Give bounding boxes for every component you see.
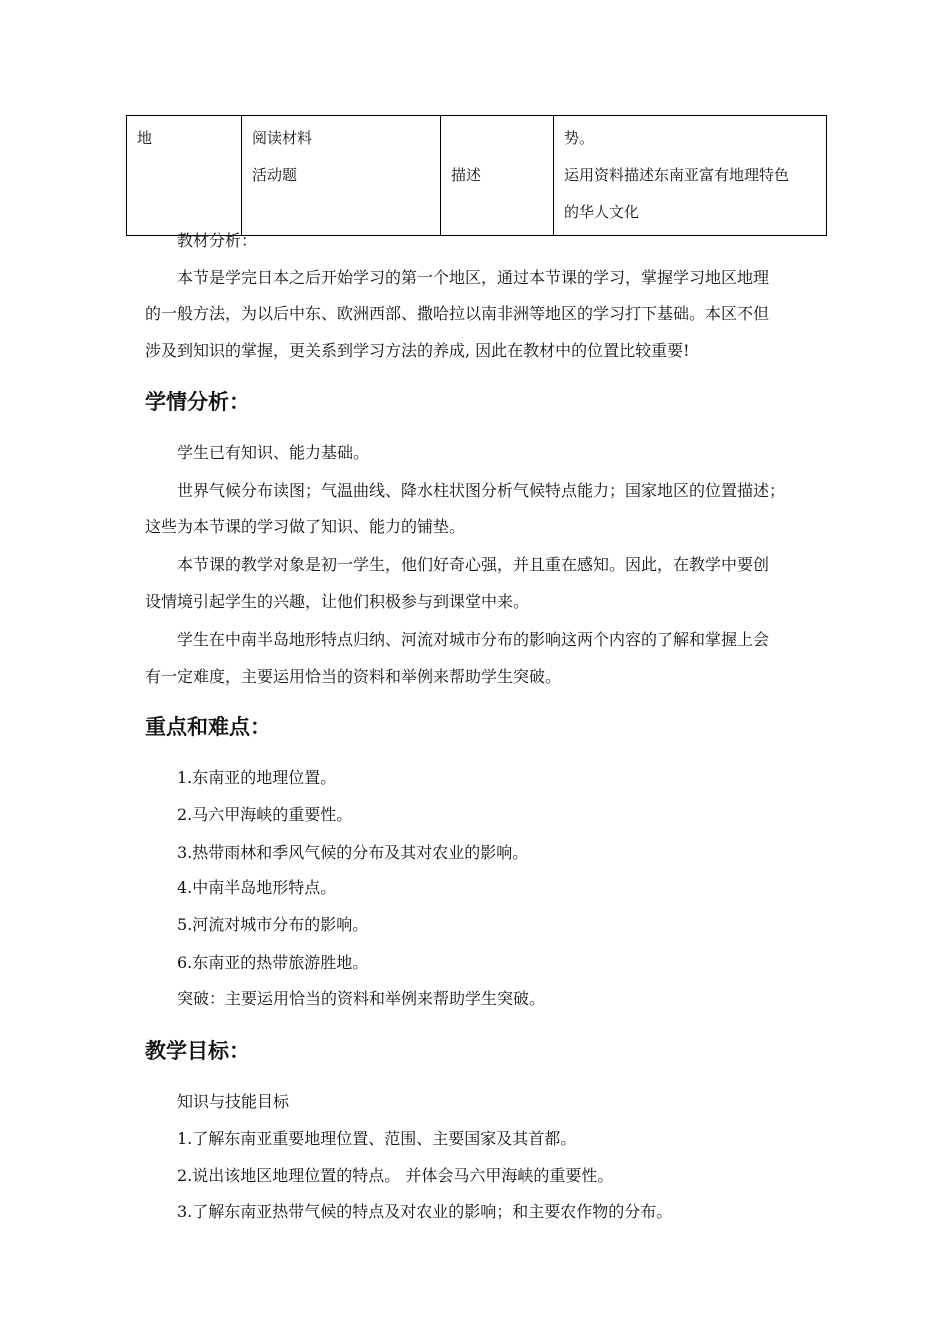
table-cell-text: 运用资料描述东南亚富有地理特色	[564, 166, 790, 184]
table-cell-materials	[242, 116, 441, 236]
list-item: 5.河流对城市分布的影响。	[177, 915, 369, 934]
paragraph-line: 涉及到知识的掌握，更关系到学习方法的养成, 因此在教材中的位置比较重要!	[145, 341, 690, 360]
lesson-table	[126, 115, 827, 236]
paragraph-line: 学生已有知识、能力基础。	[177, 443, 370, 462]
table-cell-goal	[554, 116, 827, 236]
list-item: 4.中南半岛地形特点。	[177, 878, 337, 897]
table-cell-region	[127, 116, 242, 236]
section-heading: 重点和难点：	[145, 715, 271, 739]
section-heading: 教学目标：	[145, 1039, 250, 1063]
paragraph-line: 世界气候分布读图；气温曲线、降水柱状图分析气候特点能力；国家地区的位置描述；	[177, 481, 786, 500]
table-cell-text: 势。	[564, 129, 595, 147]
section-heading: 学情分析：	[145, 390, 250, 414]
table-cell-text: 的华人文化	[564, 203, 640, 221]
textbook-analysis-label: 教材分析：	[177, 231, 258, 250]
list-item: 3.了解东南亚热带气候的特点及对农业的影响；和主要农作物的分布。	[177, 1202, 673, 1221]
paragraph-line: 本节课的教学对象是初一学生，他们好奇心强，并且重在感知。因此，在教学中要创	[177, 555, 770, 574]
paragraph-line: 学生在中南半岛地形特点归纳、河流对城市分布的影响这两个内容的了解和掌握上会	[177, 630, 770, 649]
paragraph-line: 这些为本节课的学习做了知识、能力的铺垫。	[145, 517, 466, 536]
table-cell-method	[441, 116, 554, 236]
list-item: 3.热带雨林和季风气候的分布及其对农业的影响。	[177, 843, 529, 862]
table-cell-text: 地	[137, 129, 153, 147]
list-item: 1.东南亚的地理位置。	[177, 768, 337, 787]
list-item: 2.马六甲海峡的重要性。	[177, 805, 353, 824]
subheading: 知识与技能目标	[177, 1092, 290, 1111]
table-row	[127, 116, 827, 236]
paragraph-line: 本节是学完日本之后开始学习的第一个地区，通过本节课的学习，掌握学习地区地理	[177, 268, 770, 287]
list-item: 2.说出该地区地理位置的特点。 并体会马六甲海峡的重要性。	[177, 1166, 614, 1185]
table-cell-text: 描述	[451, 166, 482, 184]
paragraph-line: 的一般方法，为以后中东、欧洲西部、撒哈拉以南非洲等地区的学习打下基础。本区不但	[145, 304, 770, 323]
table-cell-text: 阅读材料	[252, 129, 313, 147]
paragraph-line: 设情境引起学生的兴趣，让他们积极参与到课堂中来。	[145, 592, 530, 611]
paragraph-line: 突破：主要运用恰当的资料和举例来帮助学生突破。	[177, 989, 546, 1008]
paragraph-line: 有一定难度，主要运用恰当的资料和举例来帮助学生突破。	[145, 667, 562, 686]
list-item: 6.东南亚的热带旅游胜地。	[177, 953, 369, 972]
list-item: 1.了解东南亚重要地理位置、范围、主要国家及其首都。	[177, 1129, 577, 1148]
table-cell-text: 活动题	[252, 166, 298, 184]
